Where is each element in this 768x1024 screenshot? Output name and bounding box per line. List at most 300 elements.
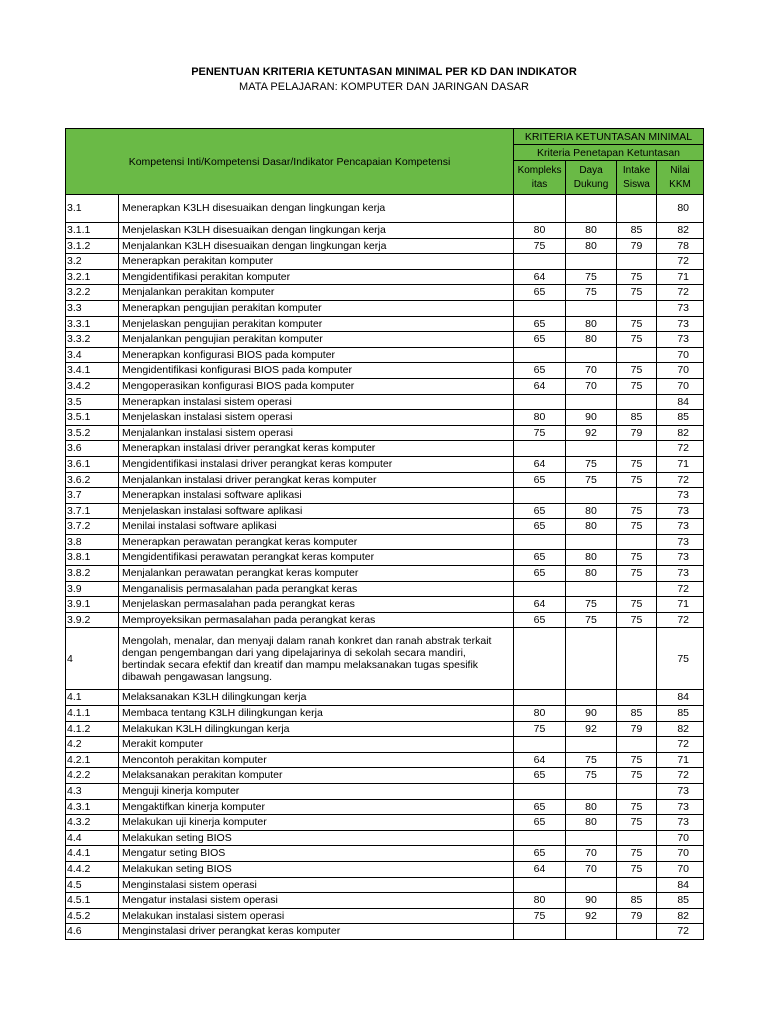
row-description: Menjalankan K3LH disesuaikan dengan lingkungan kerja [119, 238, 514, 254]
row-intake-siswa: 85 [617, 223, 657, 239]
row-kompleksitas: 64 [514, 378, 566, 394]
row-code: 4.4.1 [66, 846, 119, 862]
row-code: 4.5 [66, 877, 119, 893]
row-description: Menilai instalasi software aplikasi [119, 519, 514, 535]
row-code: 3.4 [66, 347, 119, 363]
row-nilai-kkm: 85 [657, 893, 704, 909]
row-daya-dukung: 80 [566, 566, 617, 582]
row-kompleksitas: 65 [514, 550, 566, 566]
row-nilai-kkm: 72 [657, 285, 704, 301]
row-intake-siswa: 75 [617, 285, 657, 301]
row-daya-dukung: 75 [566, 456, 617, 472]
row-code: 3.2 [66, 254, 119, 270]
table-row [66, 488, 704, 504]
row-intake-siswa: 75 [617, 472, 657, 488]
document-title: PENENTUAN KRITERIA KETUNTASAN MINIMAL PER KD DAN INDIKATOR [191, 66, 577, 78]
row-kompleksitas: 65 [514, 285, 566, 301]
row-intake-siswa [617, 488, 657, 504]
row-kompleksitas [514, 394, 566, 410]
row-kompleksitas: 64 [514, 861, 566, 877]
row-code: 4.5.1 [66, 893, 119, 909]
table-row [66, 238, 704, 254]
row-daya-dukung: 92 [566, 425, 617, 441]
table-row [66, 815, 704, 831]
row-description: Menjelaskan instalasi software aplikasi [119, 503, 514, 519]
row-kompleksitas: 80 [514, 706, 566, 722]
row-nilai-kkm: 72 [657, 581, 704, 597]
row-description: Mengatur seting BIOS [119, 846, 514, 862]
table-row [66, 830, 704, 846]
row-code: 4.1 [66, 690, 119, 706]
table-row [66, 924, 704, 940]
row-code: 3.7 [66, 488, 119, 504]
row-code: 4.3.2 [66, 815, 119, 831]
row-nilai-kkm: 84 [657, 877, 704, 893]
table-row [66, 893, 704, 909]
row-intake-siswa [617, 737, 657, 753]
table-row [66, 784, 704, 800]
row-nilai-kkm: 85 [657, 410, 704, 426]
row-daya-dukung: 70 [566, 378, 617, 394]
row-kompleksitas: 75 [514, 238, 566, 254]
row-description: Menerapkan instalasi software aplikasi [119, 488, 514, 504]
row-intake-siswa [617, 441, 657, 457]
table-row [66, 628, 704, 690]
row-description: Menerapkan konfigurasi BIOS pada komputer [119, 347, 514, 363]
row-kompleksitas: 64 [514, 752, 566, 768]
row-kompleksitas: 65 [514, 566, 566, 582]
row-intake-siswa: 75 [617, 752, 657, 768]
row-code: 4.3.1 [66, 799, 119, 815]
row-nilai-kkm: 73 [657, 550, 704, 566]
row-kompleksitas [514, 830, 566, 846]
row-kompleksitas: 65 [514, 768, 566, 784]
row-description: Menginstalasi driver perangkat keras komputer [119, 924, 514, 940]
row-intake-siswa [617, 628, 657, 690]
row-code: 4.3 [66, 784, 119, 800]
table-row [66, 519, 704, 535]
table-row [66, 597, 704, 613]
header-competency: Kompetensi Inti/Kompetensi Dasar/Indikator Pencapaian Kompetensi [66, 129, 514, 195]
row-nilai-kkm: 82 [657, 908, 704, 924]
row-kompleksitas [514, 784, 566, 800]
row-intake-siswa [617, 300, 657, 316]
row-kompleksitas: 65 [514, 799, 566, 815]
row-nilai-kkm: 71 [657, 269, 704, 285]
header-intake-siswa: Intake Siswa [617, 161, 657, 195]
row-kompleksitas [514, 195, 566, 223]
table-row [66, 721, 704, 737]
row-description: Menerapkan instalasi driver perangkat keras komputer [119, 441, 514, 457]
row-nilai-kkm: 73 [657, 316, 704, 332]
header-daya-dukung: Daya Dukung [566, 161, 617, 195]
row-description: Mengoperasikan konfigurasi BIOS pada komputer [119, 378, 514, 394]
row-intake-siswa: 75 [617, 612, 657, 628]
row-daya-dukung: 75 [566, 612, 617, 628]
row-description: Menjalankan perakitan komputer [119, 285, 514, 301]
row-daya-dukung [566, 877, 617, 893]
table-row [66, 690, 704, 706]
row-description: Menjelaskan permasalahan pada perangkat keras [119, 597, 514, 613]
row-description: Memproyeksikan permasalahan pada perangkat keras [119, 612, 514, 628]
row-daya-dukung: 80 [566, 550, 617, 566]
row-nilai-kkm: 70 [657, 363, 704, 379]
row-description: Menjelaskan pengujian perakitan komputer [119, 316, 514, 332]
row-description: Menerapkan pengujian perakitan komputer [119, 300, 514, 316]
header-kompleksitas: Kompleks itas [514, 161, 566, 195]
row-daya-dukung: 75 [566, 752, 617, 768]
row-intake-siswa [617, 195, 657, 223]
row-kompleksitas: 65 [514, 316, 566, 332]
row-code: 4.1.1 [66, 706, 119, 722]
table-row [66, 877, 704, 893]
row-description: Mengolah, menalar, dan menyaji dalam ranah konkret dan ranah abstrak terkait dengan pengembangan dari yang dipelajarinya di sekolah secara mandiri, bertindak secara efektif dan kreatif dan mampu melaksanakan tugas spesifik dibawah pengawasan langsung. [119, 628, 514, 690]
row-nilai-kkm: 72 [657, 254, 704, 270]
row-intake-siswa [617, 534, 657, 550]
row-kompleksitas: 75 [514, 908, 566, 924]
row-description: Melakukan instalasi sistem operasi [119, 908, 514, 924]
row-code: 3.9.1 [66, 597, 119, 613]
row-code: 4.5.2 [66, 908, 119, 924]
row-daya-dukung: 90 [566, 410, 617, 426]
row-nilai-kkm: 71 [657, 456, 704, 472]
row-description: Menjelaskan K3LH disesuaikan dengan lingkungan kerja [119, 223, 514, 239]
row-daya-dukung [566, 784, 617, 800]
row-nilai-kkm: 80 [657, 195, 704, 223]
table-row [66, 503, 704, 519]
row-code: 3.2.1 [66, 269, 119, 285]
row-kompleksitas [514, 488, 566, 504]
row-intake-siswa: 75 [617, 456, 657, 472]
table-row [66, 566, 704, 582]
row-description: Menganalisis permasalahan pada perangkat keras [119, 581, 514, 597]
row-daya-dukung: 90 [566, 706, 617, 722]
row-daya-dukung [566, 737, 617, 753]
row-kompleksitas [514, 581, 566, 597]
row-intake-siswa: 75 [617, 597, 657, 613]
row-code: 3.4.1 [66, 363, 119, 379]
row-kompleksitas [514, 347, 566, 363]
row-intake-siswa [617, 394, 657, 410]
row-nilai-kkm: 70 [657, 378, 704, 394]
table-row [66, 269, 704, 285]
row-daya-dukung [566, 488, 617, 504]
row-kompleksitas: 64 [514, 269, 566, 285]
row-daya-dukung: 92 [566, 908, 617, 924]
row-nilai-kkm: 82 [657, 721, 704, 737]
row-nilai-kkm: 70 [657, 861, 704, 877]
row-intake-siswa: 75 [617, 519, 657, 535]
row-code: 4.2 [66, 737, 119, 753]
row-kompleksitas: 80 [514, 893, 566, 909]
row-description: Menerapkan perakitan komputer [119, 254, 514, 270]
row-code: 3.8 [66, 534, 119, 550]
header-kkm-group: KRITERIA KETUNTASAN MINIMAL [514, 129, 704, 145]
row-daya-dukung: 80 [566, 503, 617, 519]
row-kompleksitas: 65 [514, 846, 566, 862]
table-row [66, 737, 704, 753]
row-intake-siswa [617, 924, 657, 940]
row-nilai-kkm: 72 [657, 472, 704, 488]
table-row [66, 285, 704, 301]
row-nilai-kkm: 82 [657, 425, 704, 441]
table-row [66, 612, 704, 628]
table-row [66, 254, 704, 270]
row-daya-dukung: 80 [566, 316, 617, 332]
row-intake-siswa: 75 [617, 861, 657, 877]
row-daya-dukung: 80 [566, 332, 617, 348]
row-intake-siswa [617, 347, 657, 363]
table-row [66, 394, 704, 410]
row-nilai-kkm: 71 [657, 752, 704, 768]
row-daya-dukung [566, 830, 617, 846]
row-daya-dukung [566, 628, 617, 690]
row-code: 4.6 [66, 924, 119, 940]
row-kompleksitas: 65 [514, 815, 566, 831]
row-code: 3.9 [66, 581, 119, 597]
row-daya-dukung [566, 690, 617, 706]
row-nilai-kkm: 70 [657, 830, 704, 846]
row-daya-dukung: 75 [566, 285, 617, 301]
row-intake-siswa: 85 [617, 410, 657, 426]
row-daya-dukung [566, 394, 617, 410]
table-header [66, 129, 704, 195]
row-description: Mencontoh perakitan komputer [119, 752, 514, 768]
row-code: 3.6.2 [66, 472, 119, 488]
row-code: 3.1.1 [66, 223, 119, 239]
row-kompleksitas [514, 441, 566, 457]
table-row [66, 706, 704, 722]
row-daya-dukung: 70 [566, 861, 617, 877]
row-description: Mengaktifkan kinerja komputer [119, 799, 514, 815]
row-kompleksitas: 65 [514, 503, 566, 519]
row-daya-dukung [566, 300, 617, 316]
row-code: 3.3.2 [66, 332, 119, 348]
table-row [66, 861, 704, 877]
row-intake-siswa [617, 690, 657, 706]
row-code: 3.8.2 [66, 566, 119, 582]
row-intake-siswa: 75 [617, 269, 657, 285]
row-description: Mengidentifikasi perawatan perangkat keras komputer [119, 550, 514, 566]
table-body [66, 195, 704, 940]
row-daya-dukung: 75 [566, 768, 617, 784]
table-row [66, 752, 704, 768]
row-kompleksitas: 65 [514, 612, 566, 628]
row-intake-siswa: 75 [617, 378, 657, 394]
row-description: Mengidentifikasi konfigurasi BIOS pada komputer [119, 363, 514, 379]
table-row [66, 332, 704, 348]
row-intake-siswa [617, 830, 657, 846]
row-description: Menerapkan K3LH disesuaikan dengan lingkungan kerja [119, 195, 514, 223]
table-row [66, 363, 704, 379]
row-intake-siswa: 75 [617, 316, 657, 332]
row-intake-siswa: 75 [617, 503, 657, 519]
row-nilai-kkm: 84 [657, 690, 704, 706]
row-intake-siswa [617, 581, 657, 597]
row-nilai-kkm: 72 [657, 737, 704, 753]
row-daya-dukung [566, 581, 617, 597]
row-daya-dukung [566, 534, 617, 550]
row-description: Menjalankan perawatan perangkat keras komputer [119, 566, 514, 582]
row-description: Melaksanakan K3LH dilingkungan kerja [119, 690, 514, 706]
row-intake-siswa: 75 [617, 768, 657, 784]
row-kompleksitas: 64 [514, 456, 566, 472]
row-daya-dukung: 80 [566, 815, 617, 831]
header-nilai-kkm: Nilai KKM [657, 161, 704, 195]
table-row [66, 316, 704, 332]
table-row [66, 347, 704, 363]
row-intake-siswa: 85 [617, 706, 657, 722]
row-code: 3.4.2 [66, 378, 119, 394]
row-nilai-kkm: 73 [657, 488, 704, 504]
table-row [66, 223, 704, 239]
table-row [66, 908, 704, 924]
table-row [66, 846, 704, 862]
row-daya-dukung: 70 [566, 363, 617, 379]
row-daya-dukung: 92 [566, 721, 617, 737]
row-kompleksitas [514, 300, 566, 316]
row-kompleksitas [514, 534, 566, 550]
row-intake-siswa: 75 [617, 332, 657, 348]
row-kompleksitas: 75 [514, 721, 566, 737]
row-description: Melakukan K3LH dilingkungan kerja [119, 721, 514, 737]
row-nilai-kkm: 73 [657, 300, 704, 316]
row-nilai-kkm: 73 [657, 534, 704, 550]
row-code: 3.7.1 [66, 503, 119, 519]
row-description: Merakit komputer [119, 737, 514, 753]
row-description: Menerapkan perawatan perangkat keras komputer [119, 534, 514, 550]
row-daya-dukung: 75 [566, 472, 617, 488]
row-intake-siswa [617, 254, 657, 270]
row-nilai-kkm: 73 [657, 332, 704, 348]
row-kompleksitas: 75 [514, 425, 566, 441]
row-code: 4.2.2 [66, 768, 119, 784]
row-daya-dukung: 70 [566, 846, 617, 862]
table-row [66, 534, 704, 550]
table-row [66, 472, 704, 488]
document-subtitle: MATA PELAJARAN: KOMPUTER DAN JARINGAN DASAR [239, 81, 529, 93]
row-nilai-kkm: 70 [657, 846, 704, 862]
row-description: Mengidentifikasi instalasi driver perangkat keras komputer [119, 456, 514, 472]
row-daya-dukung [566, 254, 617, 270]
row-intake-siswa: 75 [617, 566, 657, 582]
row-code: 4.4 [66, 830, 119, 846]
row-code: 3.8.1 [66, 550, 119, 566]
row-nilai-kkm: 73 [657, 566, 704, 582]
row-description: Menjalankan pengujian perakitan komputer [119, 332, 514, 348]
row-description: Mengidentifikasi perakitan komputer [119, 269, 514, 285]
row-daya-dukung: 90 [566, 893, 617, 909]
row-nilai-kkm: 73 [657, 519, 704, 535]
row-code: 3.1 [66, 195, 119, 223]
row-kompleksitas [514, 628, 566, 690]
row-description: Menjalankan instalasi driver perangkat keras komputer [119, 472, 514, 488]
row-nilai-kkm: 72 [657, 768, 704, 784]
row-code: 3.2.2 [66, 285, 119, 301]
row-intake-siswa [617, 877, 657, 893]
row-nilai-kkm: 78 [657, 238, 704, 254]
table-row [66, 456, 704, 472]
header-criteria-group: Kriteria Penetapan Ketuntasan [514, 145, 704, 161]
row-kompleksitas: 65 [514, 519, 566, 535]
row-description: Menjelaskan instalasi sistem operasi [119, 410, 514, 426]
row-description: Melaksanakan perakitan komputer [119, 768, 514, 784]
row-nilai-kkm: 70 [657, 347, 704, 363]
row-code: 3.5.2 [66, 425, 119, 441]
row-daya-dukung: 80 [566, 223, 617, 239]
row-kompleksitas [514, 737, 566, 753]
row-description: Menerapkan instalasi sistem operasi [119, 394, 514, 410]
row-code: 3.5.1 [66, 410, 119, 426]
row-code: 3.5 [66, 394, 119, 410]
row-intake-siswa: 85 [617, 893, 657, 909]
row-nilai-kkm: 73 [657, 815, 704, 831]
row-kompleksitas: 65 [514, 472, 566, 488]
table-row [66, 441, 704, 457]
row-description: Mengatur instalasi sistem operasi [119, 893, 514, 909]
row-nilai-kkm: 72 [657, 924, 704, 940]
row-daya-dukung: 75 [566, 597, 617, 613]
row-intake-siswa: 75 [617, 846, 657, 862]
table-row [66, 550, 704, 566]
row-code: 3.6 [66, 441, 119, 457]
row-code: 3.3.1 [66, 316, 119, 332]
row-daya-dukung [566, 441, 617, 457]
row-nilai-kkm: 85 [657, 706, 704, 722]
row-nilai-kkm: 71 [657, 597, 704, 613]
table-row [66, 581, 704, 597]
table-row [66, 799, 704, 815]
row-code: 4.2.1 [66, 752, 119, 768]
row-daya-dukung: 80 [566, 238, 617, 254]
row-nilai-kkm: 82 [657, 223, 704, 239]
row-kompleksitas [514, 690, 566, 706]
row-nilai-kkm: 72 [657, 441, 704, 457]
row-nilai-kkm: 73 [657, 784, 704, 800]
row-nilai-kkm: 73 [657, 799, 704, 815]
row-description: Menginstalasi sistem operasi [119, 877, 514, 893]
row-daya-dukung: 80 [566, 799, 617, 815]
row-daya-dukung [566, 924, 617, 940]
row-kompleksitas: 80 [514, 410, 566, 426]
row-description: Menjalankan instalasi sistem operasi [119, 425, 514, 441]
row-intake-siswa: 75 [617, 363, 657, 379]
row-nilai-kkm: 84 [657, 394, 704, 410]
row-description: Melakukan seting BIOS [119, 861, 514, 877]
row-daya-dukung: 75 [566, 269, 617, 285]
kkm-table [65, 128, 704, 940]
row-code: 3.6.1 [66, 456, 119, 472]
table-row [66, 410, 704, 426]
row-intake-siswa: 75 [617, 799, 657, 815]
row-intake-siswa: 79 [617, 238, 657, 254]
row-description: Melakukan seting BIOS [119, 830, 514, 846]
row-nilai-kkm: 75 [657, 628, 704, 690]
row-code: 3.3 [66, 300, 119, 316]
row-code: 4 [66, 628, 119, 690]
table-row [66, 425, 704, 441]
row-kompleksitas [514, 877, 566, 893]
row-intake-siswa: 79 [617, 908, 657, 924]
row-intake-siswa [617, 784, 657, 800]
row-code: 3.9.2 [66, 612, 119, 628]
table-row [66, 768, 704, 784]
row-code: 4.1.2 [66, 721, 119, 737]
row-intake-siswa: 79 [617, 425, 657, 441]
row-intake-siswa: 75 [617, 815, 657, 831]
row-daya-dukung: 80 [566, 519, 617, 535]
row-description: Membaca tentang K3LH dilingkungan kerja [119, 706, 514, 722]
